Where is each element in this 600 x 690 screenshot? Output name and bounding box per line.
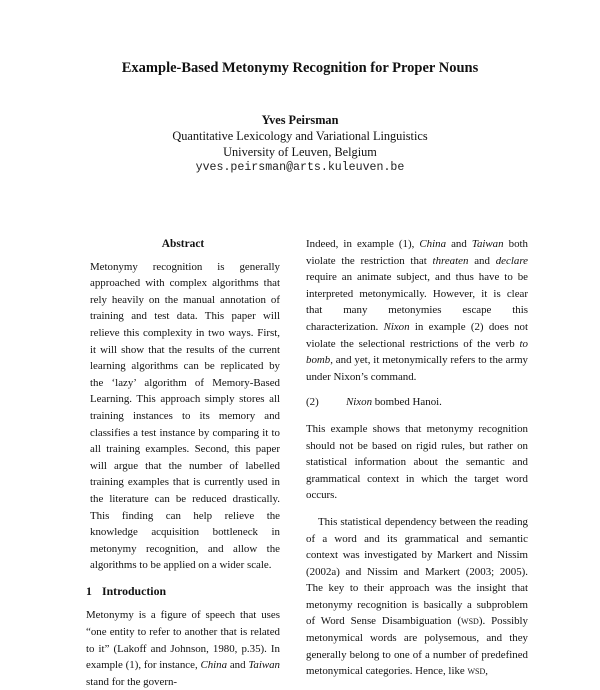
example-number: (2)	[306, 396, 319, 409]
author-name: Yves Peirsman	[261, 113, 339, 127]
section-heading-introduction	[86, 583, 280, 600]
right-paragraph-1: Indeed, in example (1), China and Taiwan both violate the restriction that threaten and declare require an animate subject, and thus have to be interpreted metonymically. However, it is clear that many metonymies escape this characterization. Nixon in example (2) does not violate the selectional restrictions of the verb to bomb, and yet, it metonymically refers to the army under Nixon’s command.	[306, 238, 529, 383]
author-block	[0, 112, 600, 176]
right-column	[306, 236, 528, 680]
abstract-text: Metonymy recognition is generally approached with complex algorithms that rely heavily on the manual annotation of training and test data. This paper will relieve this complexity in two ways. First, it will show that the results of the current learning algorithms can be replicated by the ‘lazy’ algorithm of Memory-Based Learning. This approach simply stores all training instances to its memory and classifies a test instance by comparing it to all training examples. Second, this paper will argue that the number of labelled training examples that is currently used in the literature can be reduced drastically. This finding can help relieve the knowledge acquisition bottleneck in metonymy recognition, and allow the algorithms to be applied on a wider scale.	[90, 260, 280, 572]
paper-title: Example-Based Metonymy Recognition for Proper Nouns	[121, 60, 479, 76]
section-title: Introduction	[102, 583, 167, 598]
right-paragraph-2: This example shows that metonymy recognition should not be based on rigid rules, but rather on statistical information about the semantic and grammatical context in which the target word occurs.	[306, 422, 528, 502]
section-number: 1	[86, 583, 92, 598]
right-paragraph-3: This statistical dependency between the reading of a word and its grammatical and semantic context was investigated by Markert and Nissim (2002a) and Nissim and Markert (2003; 2005). The key to their approach was the insight that metonymy recognition is basically a subproblem of Word Sense Disambiguation (wsd). Possibly metonymical words are polysemous, and they generally belong to one of a number of predefined metonymical categories. Hence, like wsd,	[306, 515, 529, 678]
left-column	[86, 236, 280, 690]
author-affiliation: Quantitative Lexicology and Variational Linguistics	[172, 129, 428, 143]
author-email: yves.peirsman@arts.kuleuven.be	[195, 161, 405, 174]
author-university: University of Leuven, Belgium	[223, 145, 377, 159]
example-2: (2) Nixon bombed Hanoi.	[306, 394, 528, 411]
abstract-heading: Abstract	[161, 238, 205, 250]
intro-paragraph: Metonymy is a figure of speech that uses “one entity to refer to another that is related to it” (Lakoff and Johnson, 1980, p.35). In example (1), for instance, China and Taiwan stand for the govern-	[86, 609, 280, 688]
